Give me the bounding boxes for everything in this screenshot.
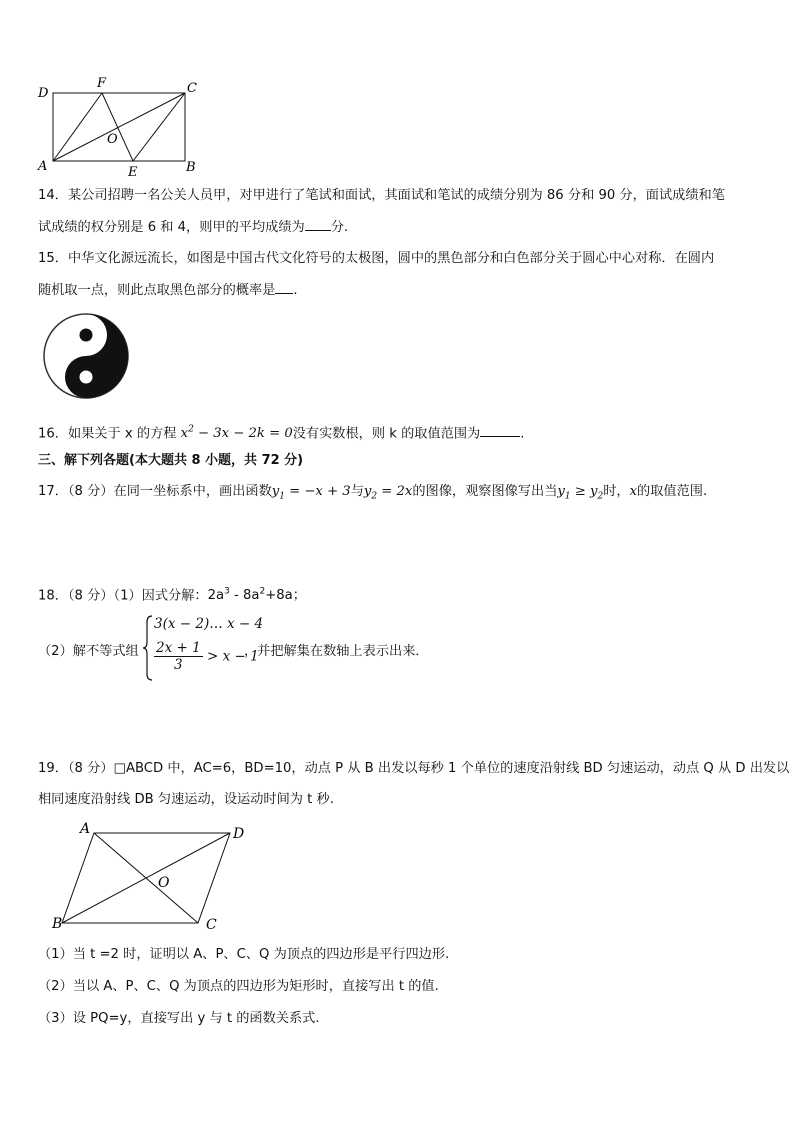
q14-text-after: 分. <box>330 220 349 235</box>
label-o: O <box>107 132 118 147</box>
question-15-line2 <box>38 281 298 300</box>
question-19-sub3: （3）设 PQ=y，直接写出 y 与 t 的函数关系式. <box>38 1011 320 1026</box>
q14-answer-blank <box>305 218 331 231</box>
segment-af <box>53 93 102 161</box>
label-a: A <box>80 821 91 837</box>
rectangle-figure <box>34 72 204 178</box>
label-d: D <box>233 826 245 842</box>
question-14-line2 <box>38 218 348 237</box>
question-15-line1: 15．中华文化源远流长，如图是中国古代文化符号的太极图，圆中的黑色部分和白色部分关于圆心中心对称．在圆内 <box>38 251 715 266</box>
q18-expression: $2a^3 - 8a^2+8a$； <box>207 587 306 604</box>
inequality-1: 3(x − 2)… x − 4 <box>154 616 264 632</box>
inequality-2: $\frac{2x + 1}{3}$ > x − 1 <box>156 640 259 673</box>
q16-text-before: 16．如果关于 x 的方程 <box>38 426 177 442</box>
question-17: 17．（8 分）在同一坐标系中，画出函数$y_1 = -x + 3$与$y_2 = 2x$的图像，观察图像写出当$y_1 \ge y_2$时，x的取值范围. <box>38 484 708 502</box>
section-3-heading: 三、解下列各题(本大题共 8 小题，共 72 分) <box>38 453 304 468</box>
taiji-icon <box>40 312 134 400</box>
question-19-line2: 相同速度沿射线 DB 匀速运动，设运动时间为 t 秒. <box>38 792 334 807</box>
q15-text-before: 随机取一点，则此点取黑色部分的概率是 <box>38 283 276 298</box>
q17-func1: $y_1 = -x + 3$ <box>271 484 351 502</box>
q16-text-end: . <box>520 426 525 442</box>
label-o: O <box>158 875 170 891</box>
q15-answer-blank <box>275 281 293 294</box>
q14-text-before: 试成绩的权分别是 6 和 4，则甲的平均成绩为 <box>38 220 305 235</box>
question-19-sub2: （2）当以 A、P、C、Q 为顶点的四边形为矩形时，直接写出 t 的值. <box>38 979 439 994</box>
q17-compare: $y_1 \ge y_2$ <box>557 484 604 502</box>
q16-text-after: 没有实数根，则 k 的取值范围为 <box>292 426 481 442</box>
question-18-part2: （2）解不等式组 3(x − 2)… x − 4 $\frac{2x + 1}{3}$ > x − 1 ，并把解集在数轴上表示出来． <box>38 614 538 684</box>
label-c: C <box>187 81 197 96</box>
question-14-line1: 14．某公司招聘一名公关人员甲，对甲进行了笔试和面试，其面试和笔试的成绩分别为 86 分和 90 分，面试成绩和笔 <box>38 188 725 203</box>
label-e: E <box>128 165 138 178</box>
segment-ec <box>133 93 185 161</box>
label-a: A <box>38 159 48 174</box>
label-b: B <box>52 916 63 932</box>
label-d: D <box>38 86 49 101</box>
diagonal-ac <box>53 93 185 161</box>
q16-answer-blank <box>480 424 520 437</box>
system-brace <box>142 614 154 682</box>
question-16 <box>38 421 524 443</box>
diagonal-bd <box>62 833 230 923</box>
question-18-part1: 18．（8 分）（1）因式分解：$2a^3 - 8a^2+8a$； <box>38 587 306 604</box>
parallelogram-figure <box>48 818 258 938</box>
question-19-line1: 19．（8 分）□ABCD 中，AC=6，BD=10，动点 P 从 B 出发以每秒 1 个单位的速度沿射线 BD 匀速运动，动点 Q 从 D 出发以 <box>38 761 790 776</box>
segment-fe <box>102 93 133 161</box>
label-b: B <box>186 160 196 175</box>
label-c: C <box>206 917 217 933</box>
q15-text-after: . <box>293 283 298 298</box>
q17-func2: $y_2 = 2x$ <box>363 484 413 502</box>
label-f: F <box>97 76 107 91</box>
q16-equation: $x^2 - 3x - 2k = 0$ <box>180 425 293 442</box>
question-19-sub1: （1）当 t =2 时，证明以 A、P、C、Q 为顶点的四边形是平行四边形. <box>38 947 450 962</box>
